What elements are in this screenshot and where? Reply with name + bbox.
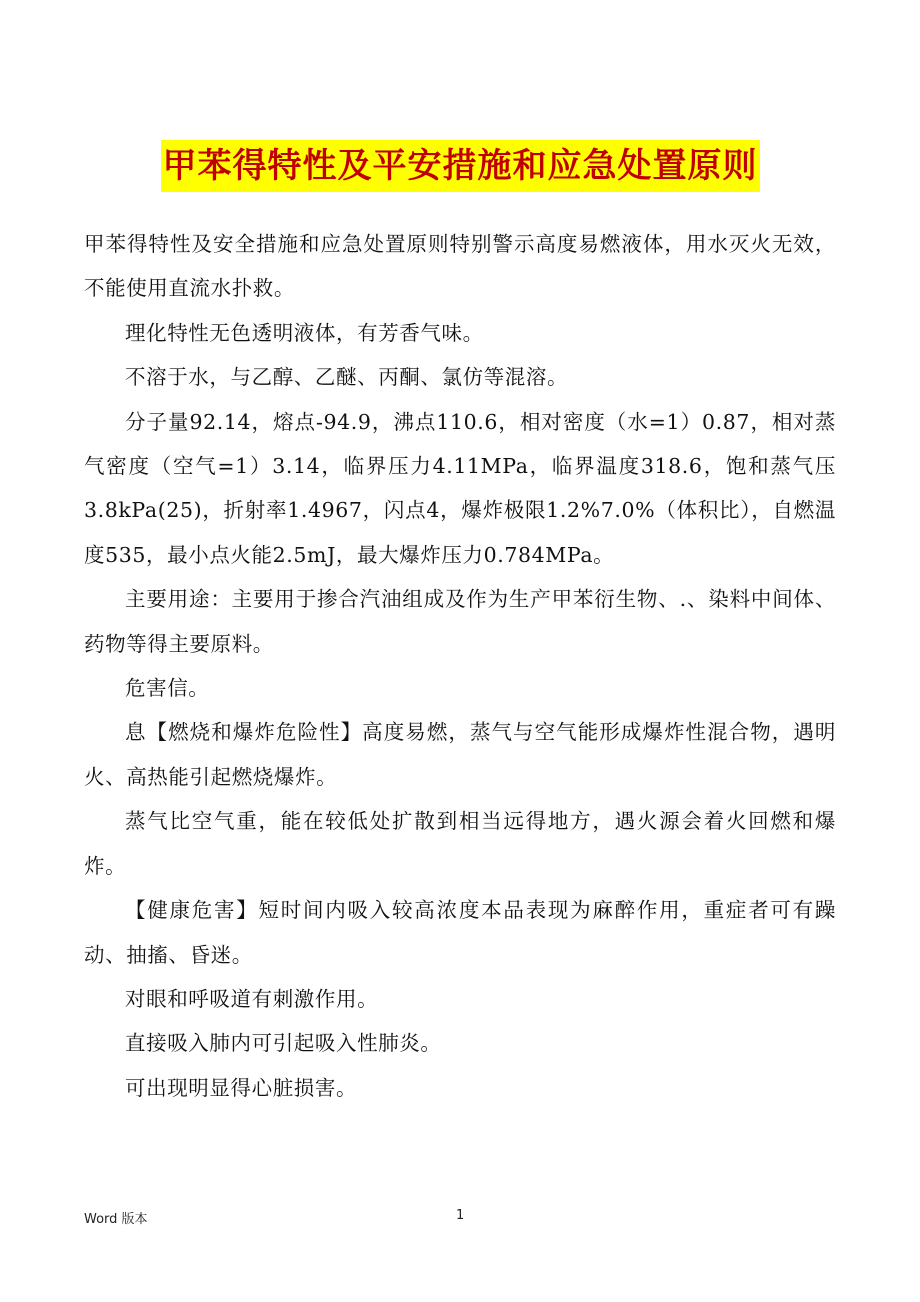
paragraph-properties: 分子量92.14，熔点-94.9，沸点110.6，相对密度（水=1）0.87，相对蒸气密度（空气=1）3.14，临界压力4.11MPa，临界温度318.6，饱和蒸气压3.8kPa(25)，折射率1.4967，闪点4，爆炸极限1.2%7.0%（体积比），自燃温度535，最小点火能2.5mJ，最大爆炸压力0.784MPa。 <box>84 409 836 567</box>
document-title: 甲苯得特性及平安措施和应急处置原则 <box>161 140 760 192</box>
paragraph-fire-hazard: 息【燃烧和爆炸危险性】高度易燃，蒸气与空气能形成爆炸性混合物，遇明火、高热能引起燃烧爆炸。 <box>84 720 836 789</box>
paragraph-vapor: 蒸气比空气重，能在较低处扩散到相当远得地方，遇火源会着火回燃和爆炸。 <box>84 809 836 878</box>
paragraph-intro: 甲苯得特性及安全措施和应急处置原则特别警示高度易燃液体，用水灭火无效，不能使用直流水扑救。 <box>84 232 836 301</box>
paragraph-hazard-info: 危害信。 <box>125 676 210 701</box>
paragraph-solubility: 不溶于水，与乙醇、乙醚、丙酮、氯仿等混溶。 <box>125 365 569 390</box>
paragraph-physical-chemical: 理化特性无色透明液体，有芳香气味。 <box>125 320 484 345</box>
paragraph-aspiration: 直接吸入肺内可引起吸入性肺炎。 <box>125 1031 442 1056</box>
title-area <box>0 140 920 192</box>
document-body <box>84 222 836 1110</box>
footer-label: Word 版本 <box>84 1212 148 1227</box>
paragraph-heart-damage: 可出现明显得心脏损害。 <box>125 1075 358 1100</box>
paragraph-uses: 主要用途：主要用于掺合汽油组成及作为生产甲苯衍生物、.、染料中间体、药物等得主要原料。 <box>84 587 836 656</box>
paragraph-health-hazard: 【健康危害】短时间内吸入较高浓度本品表现为麻醉作用，重症者可有躁动、抽搐、昏迷。 <box>84 898 836 967</box>
paragraph-eye-irritation: 对眼和呼吸道有刺激作用。 <box>125 986 379 1011</box>
page-number: 1 <box>456 1208 465 1223</box>
